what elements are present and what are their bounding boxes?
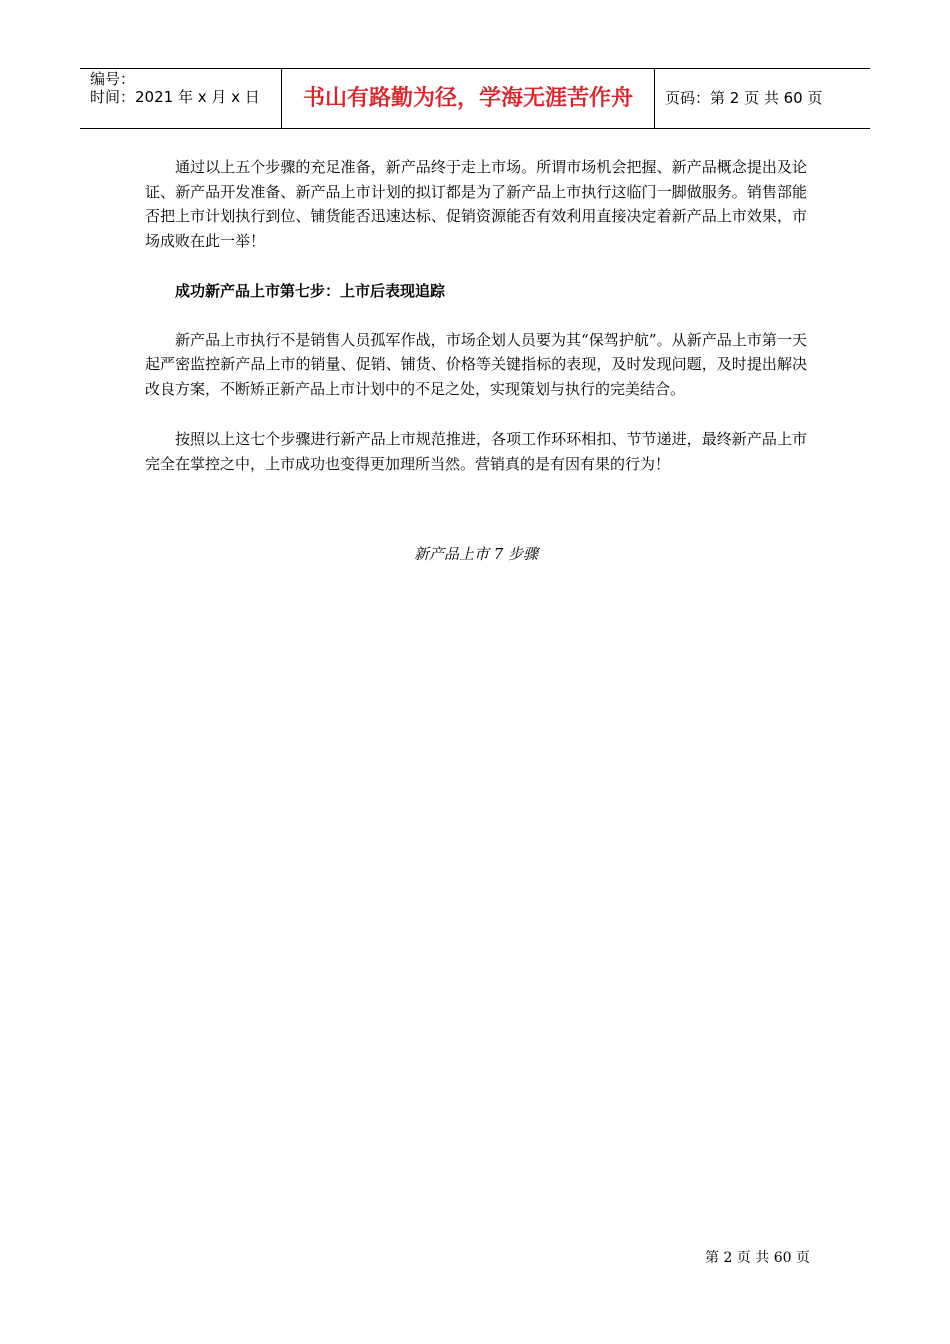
footer-page-number: 第 2 页 共 60 页 <box>705 1250 810 1266</box>
body-paragraph-2: 新产品上市执行不是销售人员孤军作战，市场企划人员要为其“保驾护航”。从新产品上市第一天起严密监控新产品上市的销量、促销、铺货、价格等关键指标的表现，及时发现问题，及时提出解决改良方案，不断矫正新产品上市计划中的不足之处，实现策划与执行的完美结合。 <box>145 330 807 398</box>
document-caption: 新产品上市 7 步骤 <box>413 545 539 563</box>
header-page-number: 页码：第 2 页 共 60 页 <box>665 89 823 107</box>
body-paragraph-3: 按照以上这七个步骤进行新产品上市规范推进，各项工作环环相扣、节节递进，最终新产品上市完全在掌控之中，上市成功也变得更加理所当然。营销真的是有因有果的行为！ <box>145 430 807 473</box>
body-paragraph-1: 通过以上五个步骤的充足准备，新产品终于走上市场。所谓市场机会把握、新产品概念提出及论证、新产品开发准备、新产品上市计划的拟订都是为了新产品上市执行这临门一脚做服务。销售部能否把上市计划执行到位、铺货能否迅速达标、促销资源能否有效利用直接决定着新产品上市效果，市场成败在此一举！ <box>145 158 807 250</box>
page-header <box>80 68 870 129</box>
document-date-label: 时间：2021 年 x 月 x 日 <box>90 88 260 106</box>
section-heading: 成功新产品上市第七步：上市后表现追踪 <box>175 282 446 300</box>
header-motto: 书山有路勤为径，学海无涯苦作舟 <box>281 69 655 128</box>
header-meta-cell <box>80 69 281 128</box>
document-number-label: 编号： <box>90 70 136 88</box>
document-body <box>145 155 807 502</box>
